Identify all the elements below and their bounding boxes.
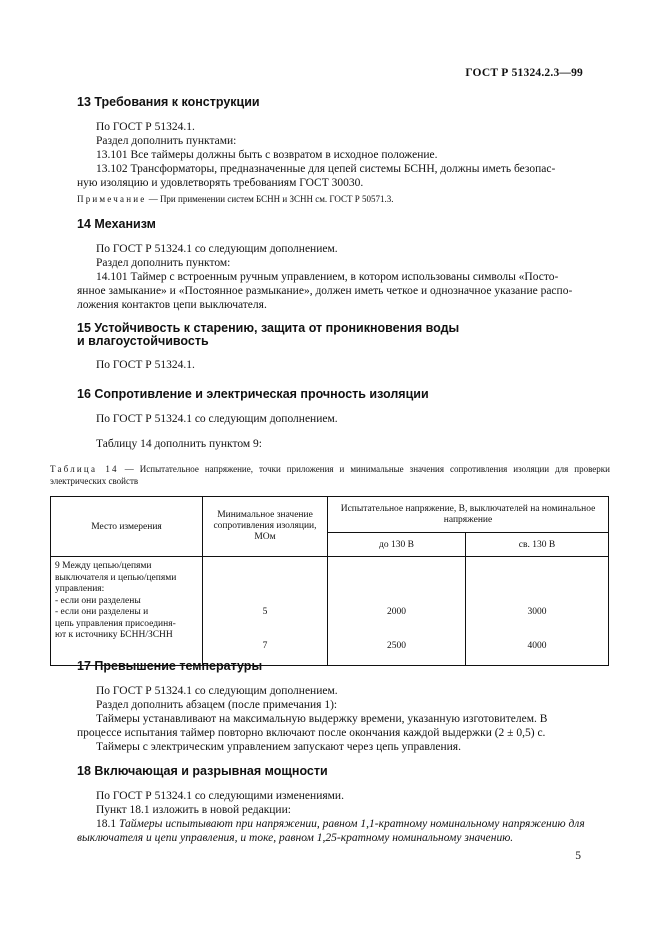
min-resistance-separated: 5 [262,607,268,617]
voltage-over-130-selv: 4000 [527,641,547,651]
s17-line-3: Таймеры устанавливают на максимальную выдержку времени, указанную изготовителем. В [96,713,548,725]
page-number: 5 [575,850,581,862]
s18-line-1: По ГОСТ Р 51324.1 со следующими изменениями. [96,790,344,802]
s14-line-3: 14.101 Таймер с встроенным ручным управлением, в котором использованы символы «Посто- [96,271,559,283]
section-15-heading-line-2: и влагоустойчивость [77,334,209,348]
insulation-table [50,496,609,666]
s13-line-5: ную изоляцию и удовлетворять требованиям ГОСТ 30030. [77,177,364,189]
header-measurement-point: Место измерения [51,497,203,557]
row-9-description [51,557,203,666]
clause-18-1-number: 18.1 [96,818,119,830]
s18-line-3 [96,817,585,831]
note-text: — При применении систем БСНН и ЗСНН см. ГОСТ Р 50571.3. [146,194,394,204]
voltage-over-130-separated: 3000 [527,607,547,617]
s18-line-4: выключателя и цепи управления, и токе, равном 1,25-кратному номинальному значению. [77,832,514,844]
s14-line-5: ложения контактов цепи выключателя. [77,299,267,311]
row-9-min-resistance [203,557,328,666]
header-test-voltage: Испытательное напряжение, В, выключателей на номинальное напряжение [328,497,609,533]
s13-line-2: Раздел дополнить пунктами: [96,135,237,147]
section-14-heading: 14 Механизм [77,217,156,231]
document-code: ГОСТ Р 51324.2.3—99 [465,67,583,79]
row-9-line-6: цепь управления присоединя- [55,618,176,629]
header-over-130: св. 130 В [466,533,609,557]
section-18-heading: 18 Включающая и разрывная мощности [77,764,328,778]
table-caption-text: — Испытательное напряжение, точки приложения и минимальные значения сопротивления изоляции для проверки электрических свойств [50,464,610,486]
section-17-heading: 17 Превышение температуры [77,659,263,673]
s13-line-3: 13.101 Все таймеры должны быть с возвратом в исходное положение. [96,149,438,161]
s16-line-2: Таблицу 14 дополнить пунктом 9: [96,438,262,450]
s14-line-1: По ГОСТ Р 51324.1 со следующим дополнением. [96,243,338,255]
row-9-line-1: 9 Между цепью/цепями [55,561,152,571]
note-label: Примечание [77,194,147,204]
row-9-line-2: выключателя и цепью/цепями [55,572,177,583]
s17-line-2: Раздел дополнить абзацем (после примечания 1): [96,699,338,711]
row-9-line-3: управления: [55,584,105,594]
row-9-voltage-up-to-130 [328,557,466,666]
s14-line-4: янное замыкание» и «Постоянное размыкание», должен иметь четкое и однозначное указание распо- [77,285,573,297]
section-15-heading-line-1: 15 Устойчивость к старению, защита от проникновения воды [77,321,460,335]
row-9-voltage-over-130 [466,557,609,666]
table-caption [50,463,610,487]
row-9-line-7: ют к источнику БСНН/ЗСНН [55,630,173,640]
row-9-line-4: - если они разделены [55,595,141,606]
s15-line-1: По ГОСТ Р 51324.1. [96,359,195,371]
s14-line-2: Раздел дополнить пунктом: [96,257,231,269]
s17-line-5: Таймеры с электрическим управлением запускают через цепь управления. [96,741,461,753]
table-caption-label: Таблица 14 [50,464,119,474]
header-min-resistance: Минимальное значение сопротивления изоляции, МОм [203,497,328,557]
s17-line-1: По ГОСТ Р 51324.1 со следующим дополнением. [96,685,338,697]
section-16-heading: 16 Сопротивление и электрическая прочность изоляции [77,387,429,401]
s17-line-4: процессе испытания таймер повторно включают после окончания каждой выдержки (2 ± 0,5) с. [77,727,546,739]
row-9-line-5: - если они разделены и [55,607,149,617]
section-13-heading: 13 Требования к конструкции [77,95,260,109]
clause-18-1-text: Таймеры испытывают при напряжении, равном 1,1-кратному номинальному напряжению для [119,818,585,830]
min-resistance-selv: 7 [262,641,268,651]
s13-note [77,193,394,205]
s16-line-1: По ГОСТ Р 51324.1 со следующим дополнением. [96,413,338,425]
s13-line-4: 13.102 Трансформаторы, предназначенные для цепей системы БСНН, должны иметь безопас- [96,163,556,175]
voltage-130-selv: 2500 [387,641,407,651]
s13-line-1: По ГОСТ Р 51324.1. [96,121,195,133]
s18-line-2: Пункт 18.1 изложить в новой редакции: [96,804,291,816]
voltage-130-separated: 2000 [387,607,407,617]
header-up-to-130: до 130 В [328,533,466,557]
